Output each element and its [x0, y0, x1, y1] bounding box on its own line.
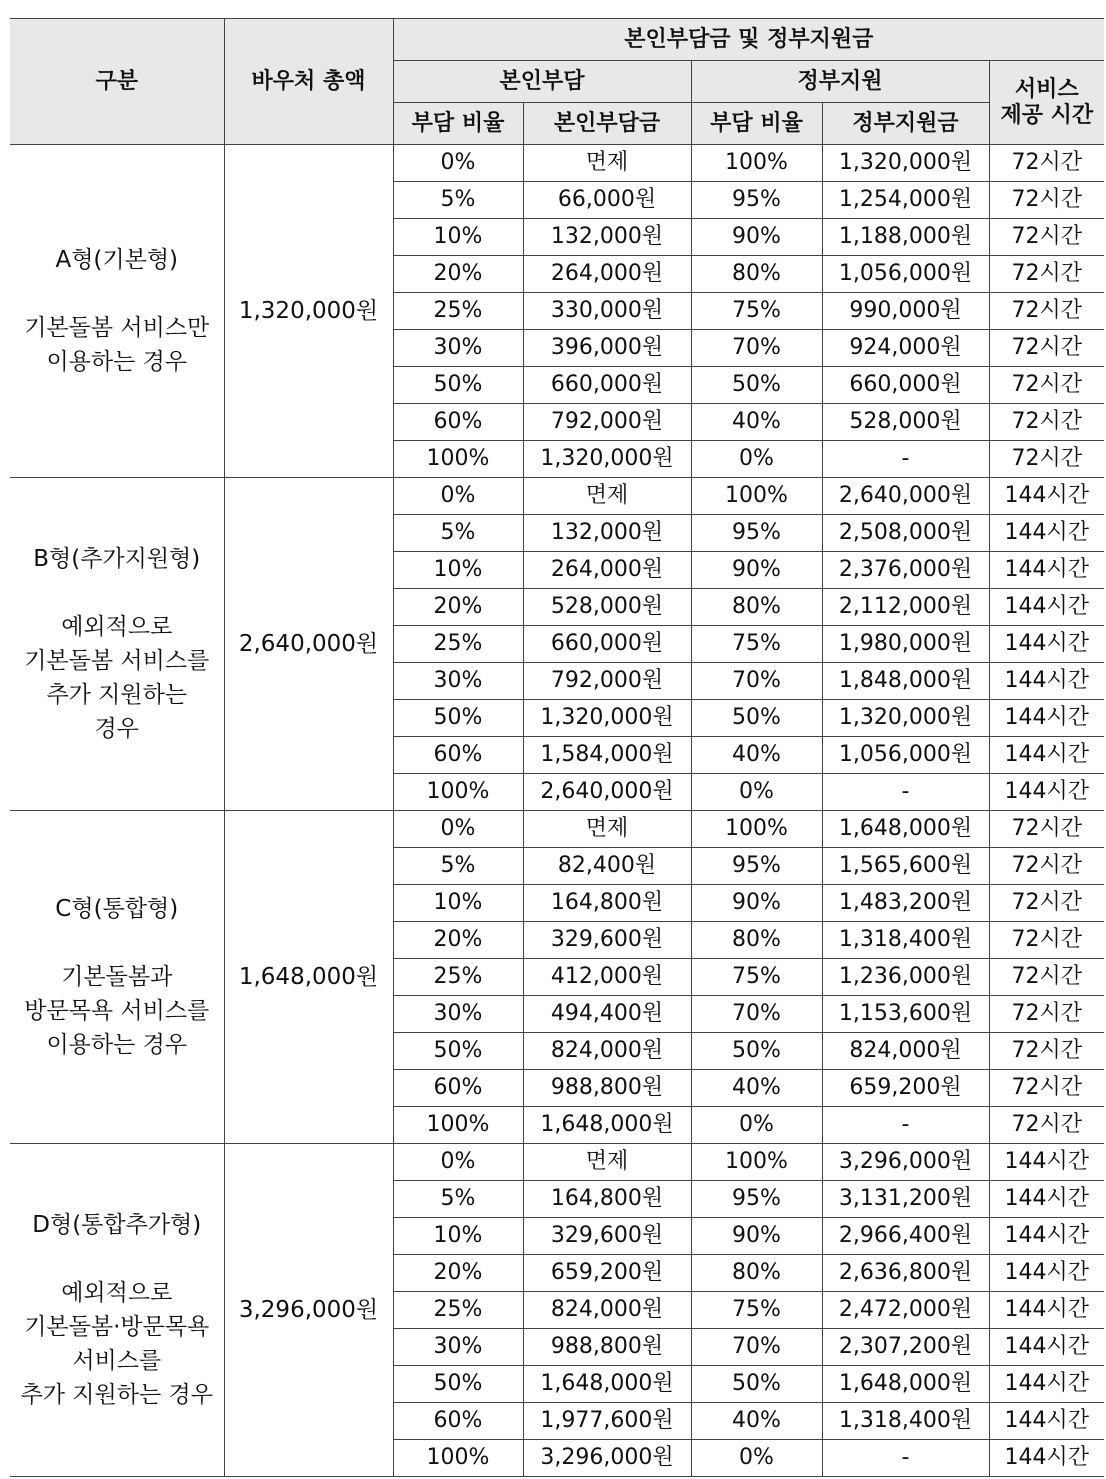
- cell-gov-ratio: 75%: [691, 959, 822, 996]
- cell-service-hours: 144시간: [989, 737, 1104, 774]
- cell-gov-amount: 2,112,000원: [822, 589, 989, 626]
- header-self-amount: 본인부담금: [523, 103, 691, 145]
- cell-service-hours: 72시간: [989, 922, 1104, 959]
- cell-self-amount: 2,640,000원: [523, 774, 691, 811]
- cell-service-hours: 144시간: [989, 700, 1104, 737]
- cell-gov-ratio: 70%: [691, 996, 822, 1033]
- cell-self-ratio: 100%: [393, 1440, 523, 1477]
- cell-gov-ratio: 90%: [691, 552, 822, 589]
- table-row: [10, 1144, 1104, 1181]
- header-service-hours-line2: 제공 시간: [1000, 102, 1094, 128]
- cell-self-amount: 132,000원: [523, 515, 691, 552]
- table-row: [10, 478, 1104, 515]
- cell-gov-ratio: 70%: [691, 330, 822, 367]
- cell-self-amount: 82,400원: [523, 848, 691, 885]
- cell-self-ratio: 10%: [393, 219, 523, 256]
- cell-gov-ratio: 100%: [691, 811, 822, 848]
- group-category-cell: [10, 145, 224, 478]
- group-description-line: 서비스를: [72, 1348, 162, 1374]
- cell-gov-ratio: 95%: [691, 515, 822, 552]
- cell-gov-ratio: 40%: [691, 1403, 822, 1440]
- cell-self-ratio: 50%: [393, 1366, 523, 1403]
- cell-self-amount: 528,000원: [523, 589, 691, 626]
- cell-self-ratio: 10%: [393, 552, 523, 589]
- cell-self-amount: 988,800원: [523, 1329, 691, 1366]
- cell-gov-amount: 1,236,000원: [822, 959, 989, 996]
- group-category-cell: [10, 478, 224, 811]
- cell-self-ratio: 50%: [393, 700, 523, 737]
- cell-service-hours: 144시간: [989, 774, 1104, 811]
- cell-self-ratio: 30%: [393, 1329, 523, 1366]
- cell-self-ratio: 25%: [393, 1292, 523, 1329]
- cell-gov-ratio: 90%: [691, 219, 822, 256]
- cell-self-amount: 824,000원: [523, 1292, 691, 1329]
- group-title: B형(추가지원형): [33, 546, 201, 572]
- cell-gov-amount: -: [822, 1440, 989, 1477]
- cell-gov-amount: 1,483,200원: [822, 885, 989, 922]
- cell-self-ratio: 20%: [393, 589, 523, 626]
- cell-gov-ratio: 70%: [691, 663, 822, 700]
- cell-self-ratio: 20%: [393, 922, 523, 959]
- cell-self-amount: 면제: [523, 811, 691, 848]
- cell-self-amount: 면제: [523, 478, 691, 515]
- cell-service-hours: 72시간: [989, 367, 1104, 404]
- cell-gov-amount: 2,376,000원: [822, 552, 989, 589]
- cell-gov-amount: 1,648,000원: [822, 1366, 989, 1403]
- cell-service-hours: 144시간: [989, 1218, 1104, 1255]
- header-gov-ratio: 부담 비율: [691, 103, 822, 145]
- cell-self-amount: 132,000원: [523, 219, 691, 256]
- cell-gov-amount: 1,648,000원: [822, 811, 989, 848]
- cell-self-ratio: 0%: [393, 1144, 523, 1181]
- group-description-line: 방문목욕 서비스를: [24, 998, 210, 1024]
- cell-gov-amount: 1,980,000원: [822, 626, 989, 663]
- cell-service-hours: 144시간: [989, 1144, 1104, 1181]
- cell-service-hours: 72시간: [989, 404, 1104, 441]
- cell-service-hours: 144시간: [989, 478, 1104, 515]
- group-spacer: [14, 277, 220, 311]
- cell-gov-ratio: 80%: [691, 589, 822, 626]
- cell-gov-ratio: 40%: [691, 1070, 822, 1107]
- group-description-line: 추가 지원하는 경우: [20, 1382, 213, 1408]
- cell-self-ratio: 20%: [393, 256, 523, 293]
- cell-gov-amount: 1,320,000원: [822, 145, 989, 182]
- group-description-line: 기본돌봄 서비스를: [24, 648, 210, 674]
- cell-gov-amount: 2,307,200원: [822, 1329, 989, 1366]
- cell-gov-ratio: 80%: [691, 922, 822, 959]
- group-description-line: 이용하는 경우: [46, 349, 188, 375]
- cell-service-hours: 144시간: [989, 1403, 1104, 1440]
- cell-gov-ratio: 95%: [691, 182, 822, 219]
- cell-self-ratio: 100%: [393, 774, 523, 811]
- group-spacer: [14, 926, 220, 960]
- cell-service-hours: 144시간: [989, 626, 1104, 663]
- group-description-line: 예외적으로: [61, 1280, 173, 1306]
- cell-gov-ratio: 40%: [691, 404, 822, 441]
- cell-gov-ratio: 90%: [691, 1218, 822, 1255]
- cell-gov-amount: 2,966,400원: [822, 1218, 989, 1255]
- header-self-ratio: 부담 비율: [393, 103, 523, 145]
- cell-self-amount: 1,320,000원: [523, 700, 691, 737]
- voucher-total-cell: 3,296,000원: [224, 1144, 393, 1477]
- cell-gov-amount: -: [822, 441, 989, 478]
- cell-service-hours: 72시간: [989, 811, 1104, 848]
- cell-self-amount: 264,000원: [523, 256, 691, 293]
- table-row: [10, 145, 1104, 182]
- cell-gov-ratio: 100%: [691, 145, 822, 182]
- cell-gov-amount: 1,153,600원: [822, 996, 989, 1033]
- cell-self-ratio: 60%: [393, 1403, 523, 1440]
- cell-self-ratio: 0%: [393, 145, 523, 182]
- cell-gov-amount: 2,508,000원: [822, 515, 989, 552]
- cell-gov-ratio: 80%: [691, 256, 822, 293]
- cell-gov-ratio: 75%: [691, 293, 822, 330]
- group-description-line: 추가 지원하는: [46, 682, 188, 708]
- cell-self-ratio: 60%: [393, 737, 523, 774]
- cell-gov-ratio: 0%: [691, 1107, 822, 1144]
- cell-gov-ratio: 75%: [691, 1292, 822, 1329]
- cell-gov-ratio: 50%: [691, 367, 822, 404]
- group-title: C형(통합형): [55, 896, 179, 922]
- cell-self-amount: 329,600원: [523, 1218, 691, 1255]
- cell-service-hours: 144시간: [989, 1366, 1104, 1403]
- cell-self-ratio: 30%: [393, 330, 523, 367]
- header-service-hours-line1: 서비스: [1014, 76, 1079, 102]
- cell-self-amount: 3,296,000원: [523, 1440, 691, 1477]
- header-category: 구분: [10, 19, 224, 145]
- cell-service-hours: 72시간: [989, 256, 1104, 293]
- table-body: [10, 145, 1104, 1477]
- cell-gov-amount: 528,000원: [822, 404, 989, 441]
- cell-gov-amount: 824,000원: [822, 1033, 989, 1070]
- cell-service-hours: 72시간: [989, 1033, 1104, 1070]
- group-category-cell: [10, 1144, 224, 1477]
- cell-service-hours: 144시간: [989, 589, 1104, 626]
- cell-self-ratio: 0%: [393, 811, 523, 848]
- group-spacer: [14, 576, 220, 610]
- cell-gov-ratio: 100%: [691, 1144, 822, 1181]
- cell-gov-ratio: 95%: [691, 1181, 822, 1218]
- cell-gov-ratio: 0%: [691, 441, 822, 478]
- group-title: A형(기본형): [55, 247, 179, 273]
- cell-self-amount: 1,648,000원: [523, 1107, 691, 1144]
- cell-gov-ratio: 100%: [691, 478, 822, 515]
- cell-gov-amount: 2,636,800원: [822, 1255, 989, 1292]
- cell-self-ratio: 60%: [393, 1070, 523, 1107]
- cell-self-ratio: 10%: [393, 885, 523, 922]
- header-gov-support: 정부지원: [691, 61, 989, 103]
- cell-gov-amount: 1,188,000원: [822, 219, 989, 256]
- cell-gov-amount: 3,131,200원: [822, 1181, 989, 1218]
- cell-gov-amount: -: [822, 774, 989, 811]
- cell-gov-amount: 1,848,000원: [822, 663, 989, 700]
- cell-self-amount: 1,320,000원: [523, 441, 691, 478]
- cell-gov-amount: 1,056,000원: [822, 256, 989, 293]
- cell-service-hours: 144시간: [989, 1440, 1104, 1477]
- cell-service-hours: 72시간: [989, 219, 1104, 256]
- cell-self-amount: 660,000원: [523, 367, 691, 404]
- cell-self-amount: 792,000원: [523, 404, 691, 441]
- cell-self-amount: 66,000원: [523, 182, 691, 219]
- header-contribution-group: 본인부담금 및 정부지원금: [393, 19, 1104, 61]
- group-description-line: 기본돌봄 서비스만: [24, 315, 210, 341]
- group-description-line: 예외적으로: [61, 614, 173, 640]
- voucher-total-cell: 1,648,000원: [224, 811, 393, 1144]
- cell-service-hours: 72시간: [989, 293, 1104, 330]
- cell-self-amount: 792,000원: [523, 663, 691, 700]
- cell-service-hours: 72시간: [989, 330, 1104, 367]
- cell-gov-ratio: 40%: [691, 737, 822, 774]
- cell-self-amount: 659,200원: [523, 1255, 691, 1292]
- cell-service-hours: 72시간: [989, 996, 1104, 1033]
- cell-self-ratio: 5%: [393, 1181, 523, 1218]
- cell-gov-amount: 660,000원: [822, 367, 989, 404]
- cell-service-hours: 144시간: [989, 1181, 1104, 1218]
- header-voucher-total: 바우처 총액: [224, 19, 393, 145]
- cell-self-amount: 412,000원: [523, 959, 691, 996]
- cell-service-hours: 72시간: [989, 848, 1104, 885]
- group-category-cell: [10, 811, 224, 1144]
- group-title: D형(통합추가형): [32, 1212, 202, 1238]
- cell-self-ratio: 25%: [393, 293, 523, 330]
- cell-service-hours: 72시간: [989, 145, 1104, 182]
- cell-gov-amount: 3,296,000원: [822, 1144, 989, 1181]
- cell-self-ratio: 100%: [393, 1107, 523, 1144]
- group-spacer: [14, 1242, 220, 1276]
- cell-self-amount: 824,000원: [523, 1033, 691, 1070]
- group-description-line: 기본돌봄·방문목욕: [24, 1314, 210, 1340]
- cell-service-hours: 72시간: [989, 959, 1104, 996]
- cell-gov-amount: 990,000원: [822, 293, 989, 330]
- cell-self-ratio: 30%: [393, 996, 523, 1033]
- cell-self-ratio: 20%: [393, 1255, 523, 1292]
- cell-self-ratio: 5%: [393, 848, 523, 885]
- cell-service-hours: 72시간: [989, 1107, 1104, 1144]
- voucher-cost-table: [10, 18, 1104, 1477]
- table-row: [10, 811, 1104, 848]
- cell-gov-ratio: 50%: [691, 700, 822, 737]
- cell-self-amount: 면제: [523, 1144, 691, 1181]
- cell-self-ratio: 0%: [393, 478, 523, 515]
- cell-self-amount: 164,800원: [523, 1181, 691, 1218]
- cell-gov-amount: 924,000원: [822, 330, 989, 367]
- cell-gov-ratio: 95%: [691, 848, 822, 885]
- cell-gov-amount: 1,320,000원: [822, 700, 989, 737]
- cell-gov-ratio: 50%: [691, 1366, 822, 1403]
- group-description-line: 기본돌봄과: [61, 964, 173, 990]
- cell-service-hours: 72시간: [989, 182, 1104, 219]
- cell-self-amount: 164,800원: [523, 885, 691, 922]
- cell-self-amount: 396,000원: [523, 330, 691, 367]
- cell-gov-ratio: 90%: [691, 885, 822, 922]
- header-service-hours: [989, 61, 1104, 145]
- cell-self-ratio: 50%: [393, 1033, 523, 1070]
- cell-gov-amount: 1,318,400원: [822, 1403, 989, 1440]
- cell-service-hours: 72시간: [989, 1070, 1104, 1107]
- cell-service-hours: 144시간: [989, 1255, 1104, 1292]
- cell-self-ratio: 10%: [393, 1218, 523, 1255]
- cell-self-ratio: 30%: [393, 663, 523, 700]
- header-gov-amount: 정부지원금: [822, 103, 989, 145]
- cell-gov-amount: 659,200원: [822, 1070, 989, 1107]
- cell-gov-amount: 1,565,600원: [822, 848, 989, 885]
- cell-self-ratio: 5%: [393, 182, 523, 219]
- cell-self-amount: 1,977,600원: [523, 1403, 691, 1440]
- voucher-total-cell: 1,320,000원: [224, 145, 393, 478]
- cell-self-amount: 면제: [523, 145, 691, 182]
- cell-service-hours: 144시간: [989, 663, 1104, 700]
- cell-self-amount: 660,000원: [523, 626, 691, 663]
- cell-self-amount: 988,800원: [523, 1070, 691, 1107]
- cell-gov-ratio: 70%: [691, 1329, 822, 1366]
- cell-gov-ratio: 50%: [691, 1033, 822, 1070]
- cell-self-ratio: 25%: [393, 626, 523, 663]
- cell-service-hours: 144시간: [989, 552, 1104, 589]
- group-description-line: 경우: [94, 716, 139, 742]
- group-description-line: 이용하는 경우: [46, 1032, 188, 1058]
- cell-self-amount: 1,584,000원: [523, 737, 691, 774]
- cell-self-ratio: 25%: [393, 959, 523, 996]
- cell-gov-amount: 1,056,000원: [822, 737, 989, 774]
- cell-self-ratio: 100%: [393, 441, 523, 478]
- cell-self-amount: 494,400원: [523, 996, 691, 1033]
- cell-gov-ratio: 0%: [691, 774, 822, 811]
- cell-gov-amount: 1,318,400원: [822, 922, 989, 959]
- cell-gov-ratio: 80%: [691, 1255, 822, 1292]
- cell-self-ratio: 50%: [393, 367, 523, 404]
- cell-service-hours: 144시간: [989, 1292, 1104, 1329]
- cell-self-amount: 329,600원: [523, 922, 691, 959]
- cell-self-amount: 330,000원: [523, 293, 691, 330]
- cell-gov-amount: -: [822, 1107, 989, 1144]
- cell-gov-amount: 2,640,000원: [822, 478, 989, 515]
- table-header: [10, 19, 1104, 145]
- header-self-pay: 본인부담: [393, 61, 691, 103]
- cell-service-hours: 72시간: [989, 441, 1104, 478]
- cell-self-ratio: 5%: [393, 515, 523, 552]
- cell-gov-amount: 1,254,000원: [822, 182, 989, 219]
- cell-gov-ratio: 0%: [691, 1440, 822, 1477]
- cell-service-hours: 144시간: [989, 1329, 1104, 1366]
- cell-self-amount: 264,000원: [523, 552, 691, 589]
- voucher-total-cell: 2,640,000원: [224, 478, 393, 811]
- cell-service-hours: 72시간: [989, 885, 1104, 922]
- cell-self-ratio: 60%: [393, 404, 523, 441]
- cell-service-hours: 144시간: [989, 515, 1104, 552]
- cell-gov-amount: 2,472,000원: [822, 1292, 989, 1329]
- cell-gov-ratio: 75%: [691, 626, 822, 663]
- cell-self-amount: 1,648,000원: [523, 1366, 691, 1403]
